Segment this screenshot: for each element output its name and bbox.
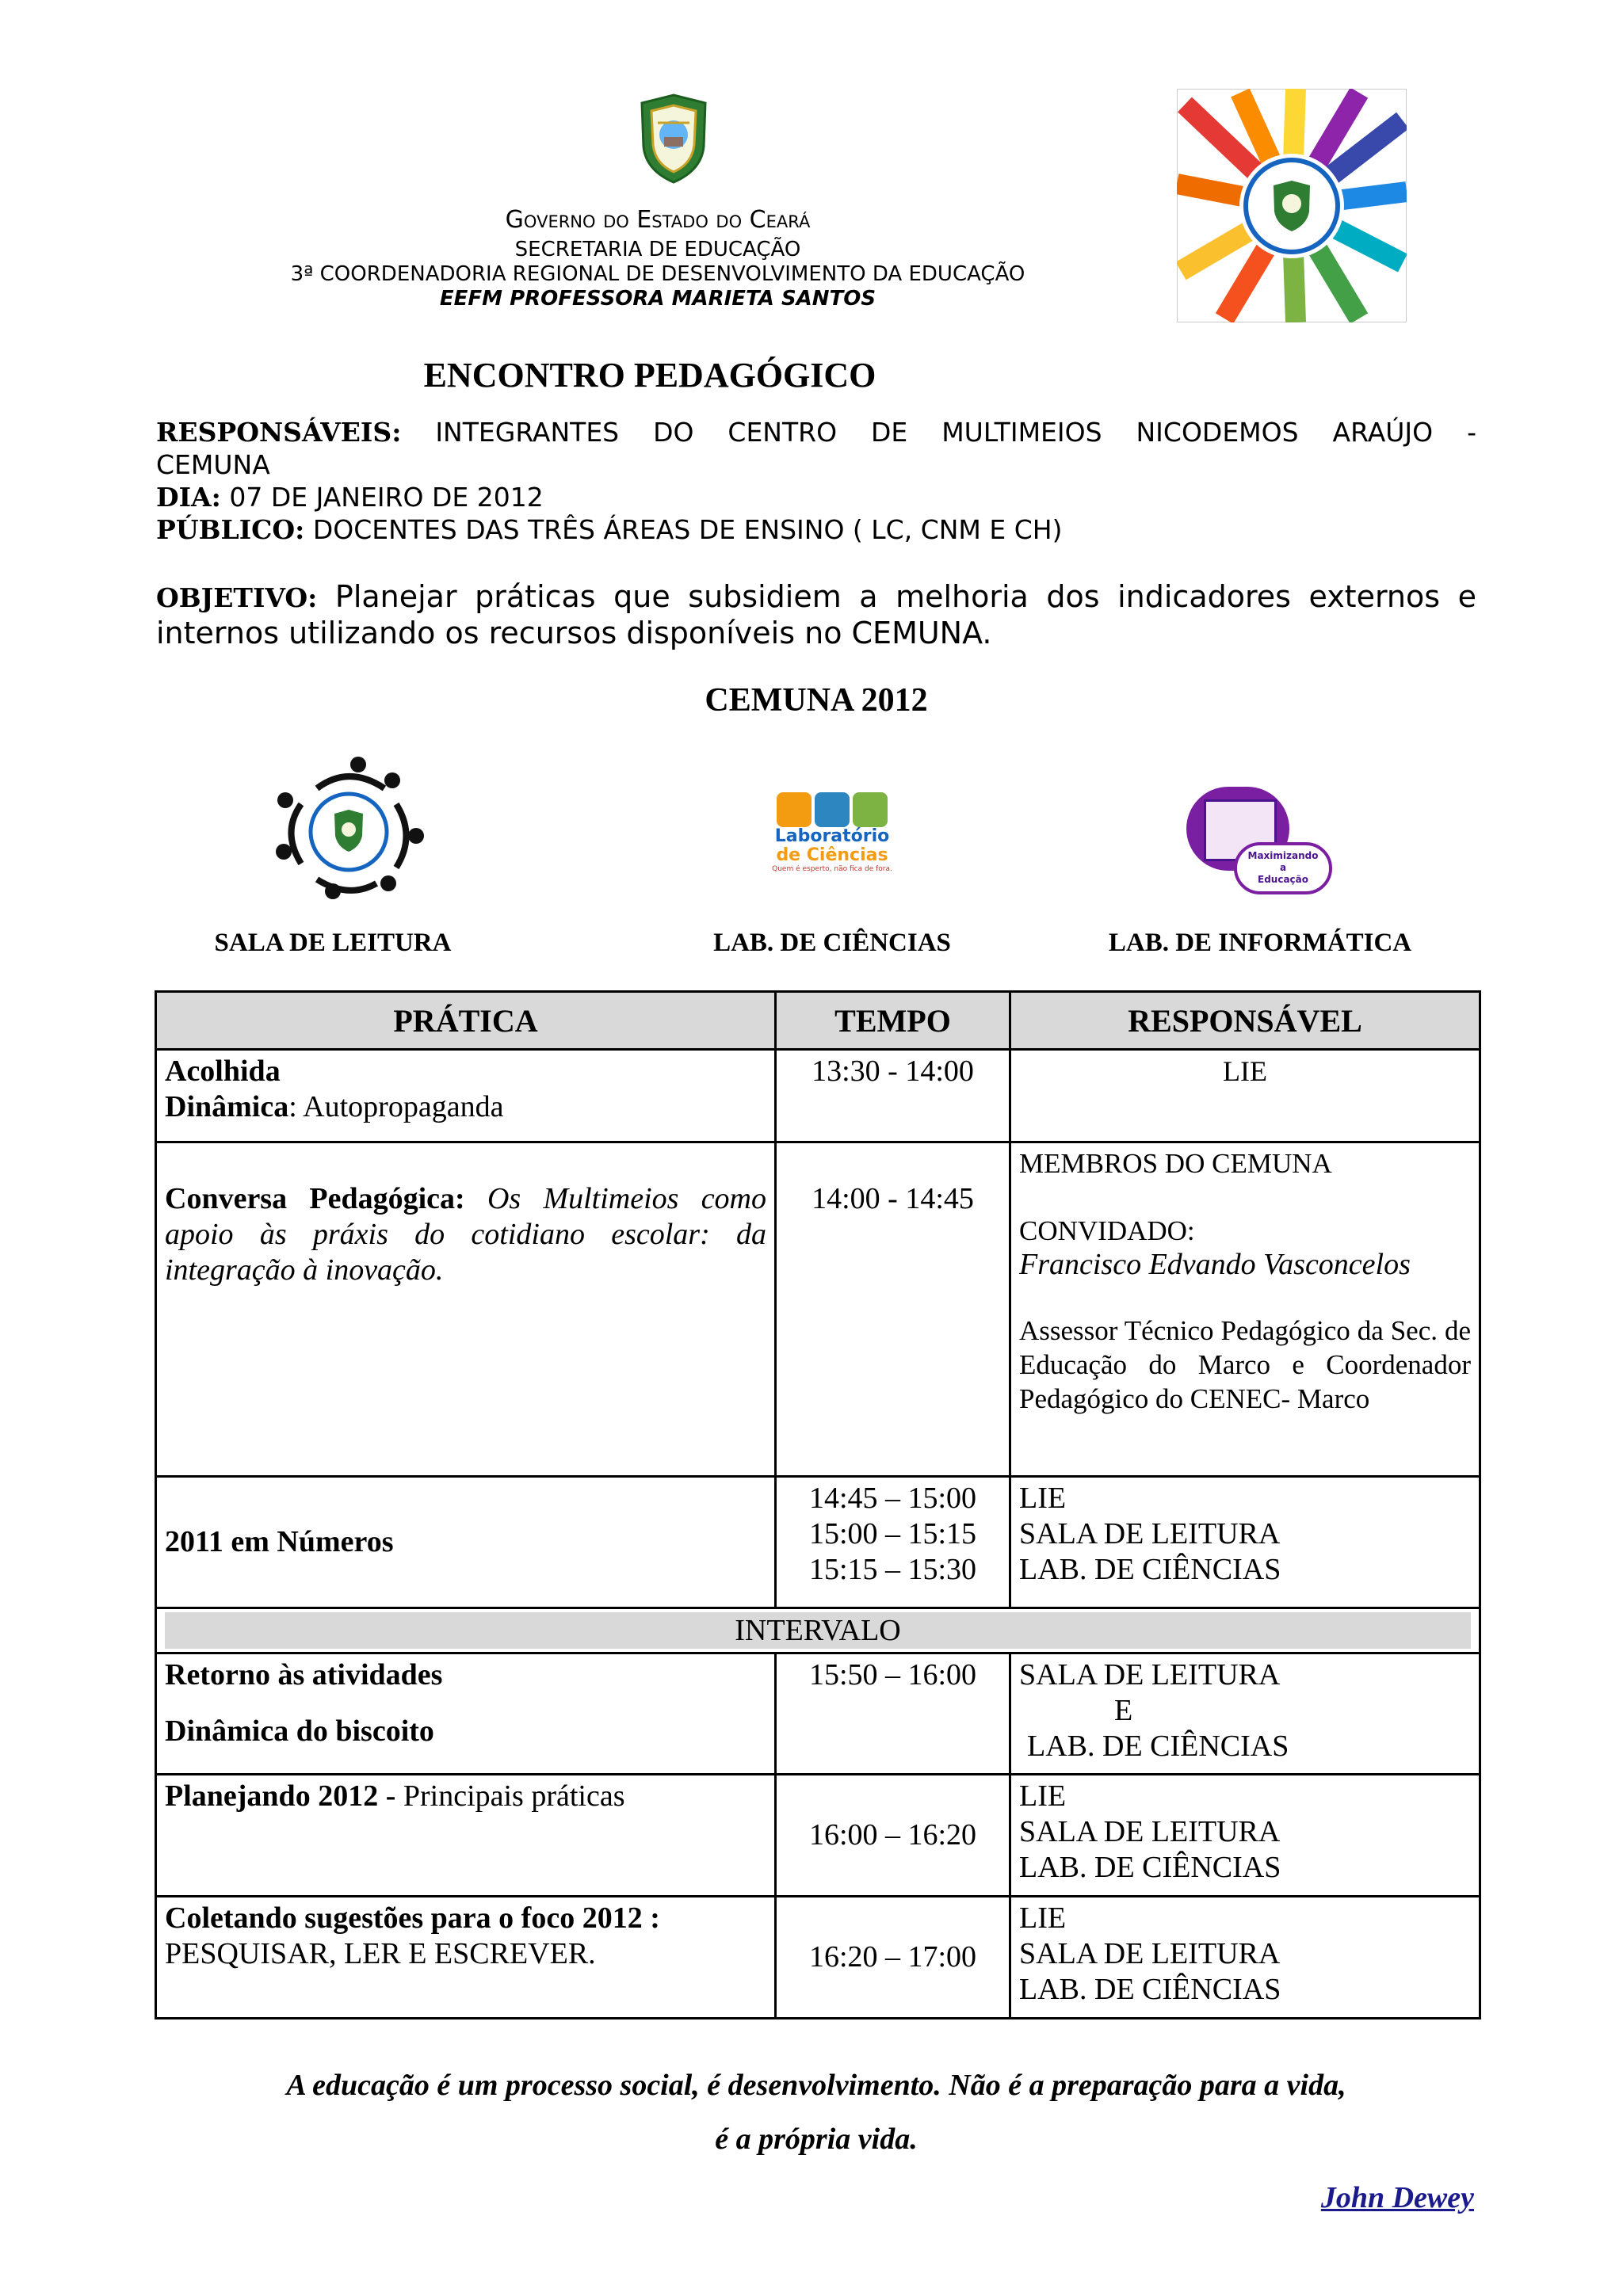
lie-logo-line3: Educação bbox=[1258, 874, 1308, 885]
coletando-label: Coletando sugestões para o foco 2012 : bbox=[165, 1901, 660, 1935]
lie-logo-line1: Maximizando bbox=[1247, 850, 1319, 861]
conversa-label: Conversa Pedagógica: bbox=[165, 1182, 465, 1215]
objetivo-label: OBJETIVO: bbox=[156, 582, 318, 613]
dinamica-text: : Autopropaganda bbox=[288, 1090, 504, 1123]
tempo-cell bbox=[776, 1477, 1010, 1608]
lab-ciencias-logo-line2: de Ciências bbox=[776, 845, 888, 865]
resp-item: LIE bbox=[1019, 1482, 1067, 1515]
dinamica-label: Dinâmica bbox=[165, 1090, 289, 1123]
responsavel-cell bbox=[1010, 1142, 1480, 1477]
objetivo-text: Planejar práticas que subsidiem a melhoria dos indicadores externos e bbox=[334, 579, 1476, 614]
planejando-label: Planejando 2012 - bbox=[165, 1779, 396, 1813]
resp-item: SALA DE LEITURA bbox=[1019, 1517, 1281, 1550]
table-header-row bbox=[156, 992, 1480, 1050]
tempo-cell: 16:20 – 17:00 bbox=[776, 1897, 1010, 2019]
resp-item: LAB. DE CIÊNCIAS bbox=[1019, 1973, 1281, 2006]
resp-item: SALA DE LEITURA bbox=[1019, 1815, 1281, 1848]
document-title: ENCONTRO PEDAGÓGICO bbox=[423, 356, 876, 395]
responsaveis-continuation: CEMUNA bbox=[156, 449, 270, 480]
resp-membros: MEMBROS DO CEMUNA bbox=[1019, 1148, 1332, 1179]
objetivo-line bbox=[156, 578, 1476, 616]
conversa-text: Os Multimeios como apoio às práxis do cotidiano escolar: da integração à inovação. bbox=[165, 1182, 766, 1287]
cemuna-title: CEMUNA 2012 bbox=[705, 682, 928, 719]
resp-convidado-role: Assessor Técnico Pedagógico da Sec. de Educação do Marco e Coordenador Pedagógico do CENEC- Marco bbox=[1019, 1315, 1471, 1414]
lab-ciencias-label: LAB. DE CIÊNCIAS bbox=[713, 929, 951, 957]
resp-item: LIE bbox=[1019, 1901, 1067, 1935]
sala-de-leitura-logo-icon bbox=[269, 757, 428, 899]
responsaveis-line bbox=[156, 416, 1476, 448]
pratica-title: Acolhida bbox=[165, 1055, 281, 1088]
schedule-table bbox=[155, 990, 1481, 2019]
pratica-cell bbox=[156, 1897, 776, 2019]
tempo-cell: 15:50 – 16:00 bbox=[776, 1653, 1010, 1775]
resp-convidado-label: CONVIDADO: bbox=[1019, 1215, 1195, 1246]
intervalo-label: INTERVALO bbox=[165, 1612, 1471, 1649]
lab-informatica-logo bbox=[1186, 787, 1337, 898]
conversa-pedagogica bbox=[165, 1181, 766, 1288]
lab-informatica-label: LAB. DE INFORMÁTICA bbox=[1108, 929, 1412, 957]
dia-line bbox=[156, 481, 1476, 513]
resp-item: SALA DE LEITURA bbox=[1019, 1937, 1281, 1970]
intervalo-cell bbox=[156, 1608, 1480, 1653]
planejando-text: Principais práticas bbox=[395, 1779, 625, 1813]
resp-item: LIE bbox=[1019, 1779, 1067, 1813]
responsavel-cell bbox=[1010, 1897, 1480, 2019]
resp-item: LAB. DE CIÊNCIAS bbox=[1019, 1553, 1281, 1586]
responsaveis-value: INTEGRANTES DO CENTRO DE MULTIMEIOS NICODEMOS ARAÚJO - bbox=[435, 417, 1476, 448]
responsaveis-label: RESPONSÁVEIS: bbox=[156, 417, 402, 448]
resp-item: SALA DE LEITURA bbox=[1019, 1658, 1281, 1691]
header-coordenadoria: 3ª COORDENADORIA REGIONAL DE DESENVOLVIMENTO DA EDUCAÇÃO bbox=[290, 262, 1025, 286]
responsavel-cell: LIE bbox=[1010, 1050, 1480, 1142]
table-row bbox=[156, 1775, 1480, 1897]
dia-value: 07 DE JANEIRO DE 2012 bbox=[229, 482, 544, 513]
colored-pencils-logo-icon bbox=[1177, 89, 1407, 322]
resp-item: LAB. DE CIÊNCIAS bbox=[1027, 1730, 1289, 1763]
pratica-cell bbox=[156, 1050, 776, 1142]
resp-item: LAB. DE CIÊNCIAS bbox=[1019, 1851, 1281, 1884]
resp-item: E bbox=[1114, 1694, 1133, 1727]
publico-label: PÚBLICO: bbox=[156, 514, 305, 545]
lab-ciencias-logo-tagline: Quem é esperto, não fica de fora. bbox=[772, 865, 892, 873]
header-secretaria: SECRETARIA DE EDUCAÇÃO bbox=[514, 238, 801, 261]
responsavel-cell bbox=[1010, 1653, 1480, 1775]
header-responsavel: RESPONSÁVEL bbox=[1010, 992, 1480, 1050]
tempo-cell: 13:30 - 14:00 bbox=[776, 1050, 1010, 1142]
sala-de-leitura-label: SALA DE LEITURA bbox=[214, 929, 452, 957]
publico-value: DOCENTES DAS TRÊS ÁREAS DE ENSINO ( LC, CNM E CH) bbox=[312, 514, 1063, 545]
dia-label: DIA: bbox=[156, 482, 221, 513]
quote-author-link[interactable]: John Dewey bbox=[1320, 2181, 1474, 2214]
pratica-subtitle bbox=[165, 1089, 766, 1125]
quote-line2: é a própria vida. bbox=[715, 2122, 918, 2156]
tempo-cell: 16:00 – 16:20 bbox=[776, 1775, 1010, 1897]
header-tempo: TEMPO bbox=[776, 992, 1010, 1050]
lab-ciencias-logo bbox=[769, 792, 896, 879]
state-coat-of-arms-icon bbox=[634, 91, 713, 186]
pratica-cell bbox=[156, 1775, 776, 1897]
pratica-subtitle: Dinâmica do biscoito bbox=[165, 1714, 434, 1748]
lab-ciencias-logo-line1: Laboratório bbox=[774, 826, 890, 846]
pratica-cell bbox=[156, 1653, 776, 1775]
responsavel-cell bbox=[1010, 1775, 1480, 1897]
table-row bbox=[156, 1477, 1480, 1608]
header-pratica: PRÁTICA bbox=[156, 992, 776, 1050]
tempo-slot: 15:15 – 15:30 bbox=[808, 1553, 977, 1586]
pratica-cell bbox=[156, 1142, 776, 1477]
publico-line bbox=[156, 513, 1476, 546]
header-government: Governo do Estado do Ceará bbox=[505, 206, 811, 234]
quote-line1: A educação é um processo social, é desenvolvimento. Não é a preparação para a vida, bbox=[286, 2069, 1346, 2102]
resp-convidado-name: Francisco Edvando Vasconcelos bbox=[1019, 1248, 1411, 1281]
table-row bbox=[156, 1142, 1480, 1477]
intervalo-row bbox=[156, 1608, 1480, 1653]
table-row bbox=[156, 1050, 1480, 1142]
header-school: EEFM PROFESSORA MARIETA SANTOS bbox=[439, 287, 876, 311]
table-row bbox=[156, 1653, 1480, 1775]
pratica-cell: 2011 em Números bbox=[156, 1477, 776, 1608]
responsavel-cell bbox=[1010, 1477, 1480, 1608]
coletando-text: PESQUISAR, LER E ESCREVER. bbox=[165, 1937, 596, 1970]
tempo-cell: 14:00 - 14:45 bbox=[776, 1142, 1010, 1477]
table-row bbox=[156, 1897, 1480, 2019]
tempo-slot: 14:45 – 15:00 bbox=[808, 1482, 977, 1515]
pratica-title: Retorno às atividades bbox=[165, 1658, 443, 1691]
lie-logo-line2: a bbox=[1279, 862, 1287, 873]
objetivo-continuation: internos utilizando os recursos disponíveis no CEMUNA. bbox=[156, 616, 992, 650]
tempo-slot: 15:00 – 15:15 bbox=[808, 1517, 977, 1550]
